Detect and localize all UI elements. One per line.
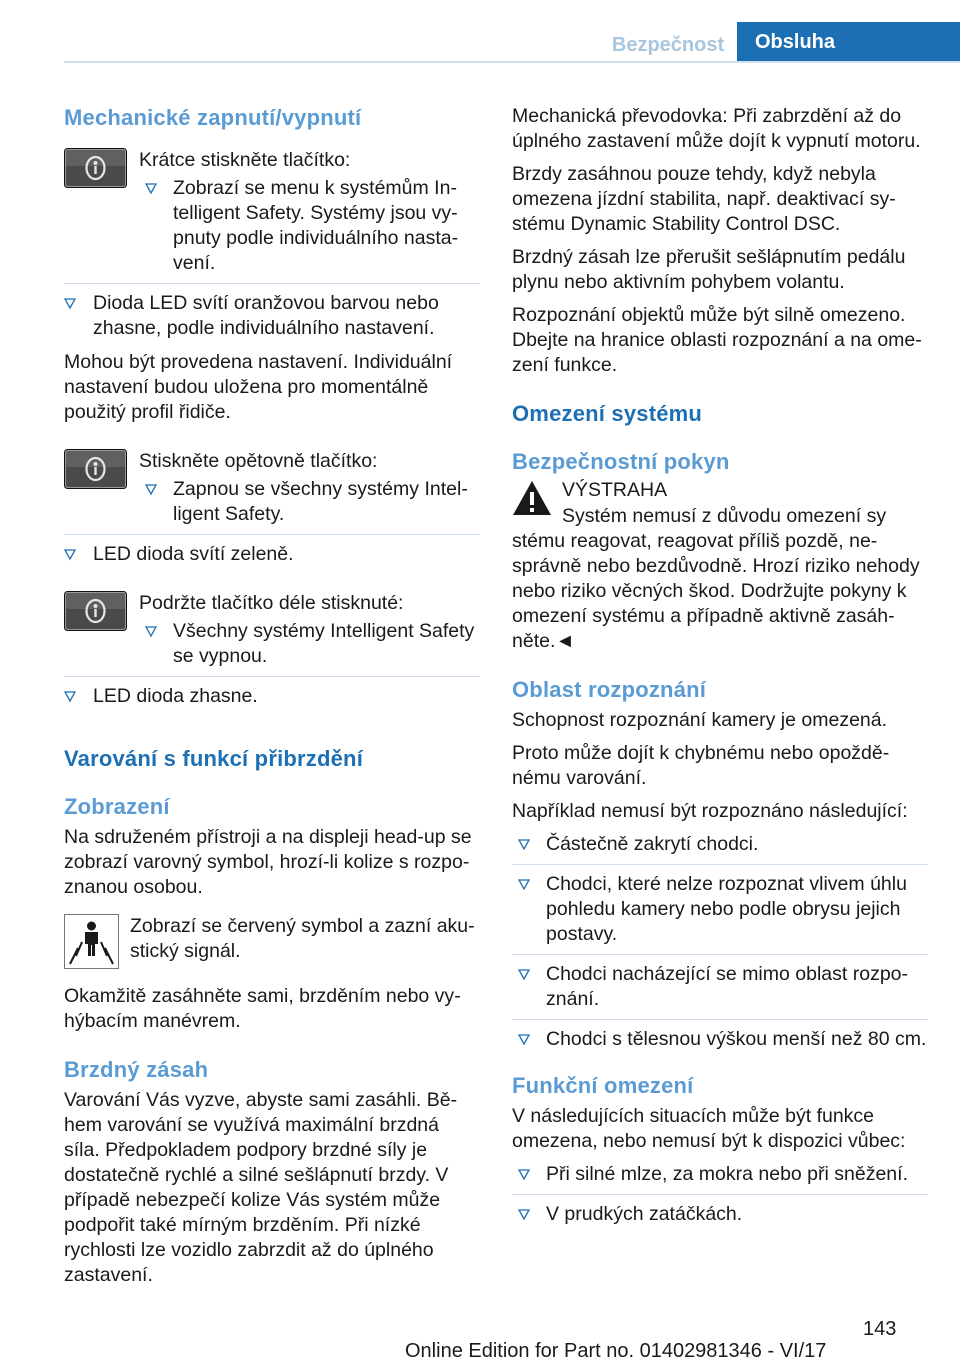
tab-obsluha: Obsluha — [737, 22, 960, 63]
right-column — [512, 104, 928, 1227]
heading-recognition-area: Oblast rozpoznání — [512, 677, 707, 702]
hold-block — [64, 591, 480, 669]
bullet-triangle-icon — [145, 619, 157, 644]
paragraph-recognition: Rozpoznání objektů může být silně omezeno. Dbejte na hranice oblasti rozpoznání a na omezení funkce. — [512, 304, 922, 376]
paragraph-display: Na sdruženém přístroji a na displeji head-up se zobrazí varovný symbol, hrozí-li kolize s rozpoznanou osobou. — [64, 826, 472, 898]
paragraph-act: Okamžitě zasáhněte sami, brzděním nebo vyhýbacím manévrem. — [64, 985, 461, 1032]
tab-bezpecnost: Bezpečnost — [611, 34, 725, 56]
bullet-triangle-icon — [518, 1027, 530, 1052]
header-rule — [64, 61, 960, 63]
bullet-text: Chodci nacházející se mimo oblast rozpoznání. — [546, 963, 909, 1010]
intelligent-safety-button-icon — [64, 591, 127, 631]
bullet-triangle-icon — [64, 291, 76, 316]
left-column — [64, 100, 480, 1288]
warning-triangle-icon — [512, 480, 552, 516]
bullet-item — [512, 832, 928, 857]
intelligent-safety-button-icon — [64, 148, 127, 188]
paragraph-example: Například nemusí být rozpoznáno následující: — [512, 800, 908, 822]
warning-first-line: Systém nemusí z důvodu omezení sy — [562, 505, 887, 527]
paragraph-camera: Schopnost rozpoznání kamery je omezená. — [512, 709, 888, 731]
bullet-text: Částečně zakrytí chodci. — [546, 833, 759, 855]
divider — [512, 954, 928, 955]
heading-brake-intervention: Brzdný zásah — [64, 1057, 209, 1082]
bullet-triangle-icon — [518, 1162, 530, 1187]
text-press-short: Krátce stiskněte tlačítko: — [139, 149, 351, 171]
intelligent-safety-button-icon — [64, 449, 127, 489]
paragraph-function: V následujících situacích může být funkce omezena, nebo nemusí být k dispozici vůbec: — [512, 1105, 906, 1152]
divider — [512, 864, 928, 865]
heading-system-limits: Omezení systému — [512, 401, 703, 426]
warning-block — [512, 478, 928, 654]
paragraph-interrupt: Brzdný zásah lze přerušit sešlápnutím pedálu plynu nebo aktivním pohybem volantu. — [512, 246, 906, 293]
bullet-text: Dioda LED svítí oranžovou barvou nebo zhasne, podle individuálního nastavení. — [93, 292, 439, 339]
warning-title: VÝSTRAHA — [562, 479, 668, 501]
divider — [512, 1019, 928, 1020]
bullet-item — [512, 1202, 928, 1227]
paragraph-settings: Mohou být provedena nastavení. Individuální nastavení budou uložena pro momentálně použitý profil řidiče. — [64, 351, 453, 423]
bullet-text: Chodci s tělesnou výškou menší než 80 cm. — [546, 1028, 927, 1050]
press-short-block — [64, 148, 480, 276]
bullet-text: Při silné mlze, za mokra nebo při sněžení. — [546, 1163, 908, 1185]
text-red-symbol: Zobrazí se červený symbol a zazní akustický signál. — [130, 915, 475, 962]
bullet-triangle-icon — [518, 832, 530, 857]
bullet-triangle-icon — [64, 542, 76, 567]
bullet-triangle-icon — [518, 1202, 530, 1227]
bullet-item — [139, 619, 480, 669]
bullet-text: LED dioda svítí zeleně. — [93, 543, 294, 565]
bullet-text: Zapnou se všechny systémy Intelligent Safety. — [173, 478, 468, 525]
heading-warning-brake: Varování s funkcí přibrzdění — [64, 746, 364, 771]
bullet-triangle-icon — [145, 176, 157, 201]
bullet-item — [512, 1027, 928, 1052]
bullet-text: Chodci, které nelze rozpoznat vlivem úhlu pohledu kamery nebo podle obrysu jejich postavy. — [546, 873, 907, 945]
bullet-item — [139, 477, 480, 527]
press-again-block — [64, 449, 480, 527]
bullet-text: LED dioda zhasne. — [93, 685, 258, 707]
divider — [64, 676, 480, 677]
bullet-triangle-icon — [518, 962, 530, 987]
heading-mechanical-onoff: Mechanické zapnutí/vypnutí — [64, 105, 362, 130]
divider — [512, 1194, 928, 1195]
bullet-item — [58, 542, 480, 567]
red-symbol-block — [64, 914, 480, 964]
pedestrian-warning-icon — [64, 914, 119, 969]
text-hold: Podržte tlačítko déle stisknuté: — [139, 592, 404, 614]
bullet-text: V prudkých zatáčkách. — [546, 1203, 743, 1225]
bullet-text: Zobrazí se menu k systémům Intelligent Safety. Systémy jsou vypnuty podle individuálního nastavení. — [173, 177, 459, 274]
paragraph-brakes: Brzdy zasáhnou pouze tehdy, když nebyla omezena jízdní stabilita, např. deaktivací systému Dynamic Stability Control DSC. — [512, 163, 896, 235]
bullet-triangle-icon — [64, 684, 76, 709]
paragraph-manual: Mechanická převodovka: Při zabrzdění až do úplného zastavení může dojít k vypnutí motoru. — [512, 105, 921, 152]
text-press-again: Stiskněte opětovně tlačítko: — [139, 450, 378, 472]
heading-function-limits: Funkční omezení — [512, 1073, 694, 1098]
bullet-item — [512, 1162, 928, 1187]
bullet-triangle-icon — [145, 477, 157, 502]
bullet-item — [512, 962, 928, 1012]
divider — [64, 534, 480, 535]
bullet-text: Všechny systémy Intelligent Safety se vypnou. — [173, 620, 475, 667]
warning-text: stému reagovat, reagovat příliš pozdě, nesprávně nebo bezdůvodně. Hrozí riziko nehody nebo riziko věcných škod. Dodržujte pokyny k omezení systému a případně aktivně zasáhněte.◄ — [512, 530, 920, 652]
paragraph-late: Proto může dojít k chybnému nebo opožděnému varování. — [512, 742, 890, 789]
bullet-item — [58, 291, 480, 341]
paragraph-brake: Varování Vás vyzve, abyste sami zasáhli. Během varování se využívá maximální brzdná síla. Předpokladem podpory brzdné síly je dostatečně rychlé a silné sešlápnutí brzdy. V případě nebezpečí kolize Vás systém může podpořit také mírným brzděním. Při nízké rychlosti lze vozidlo zabrzdit až do úplného zastavení. — [64, 1089, 458, 1286]
bullet-triangle-icon — [518, 872, 530, 897]
edition-note: Online Edition for Part no. 01402981346 - VI/17 — [405, 1340, 827, 1362]
bullet-item — [512, 872, 928, 947]
heading-display: Zobrazení — [64, 794, 170, 819]
heading-safety-note: Bezpečnostní pokyn — [512, 449, 730, 474]
page-number: 143 — [863, 1318, 897, 1340]
bullet-item — [139, 176, 480, 276]
divider — [64, 283, 480, 284]
bullet-item — [58, 684, 480, 709]
